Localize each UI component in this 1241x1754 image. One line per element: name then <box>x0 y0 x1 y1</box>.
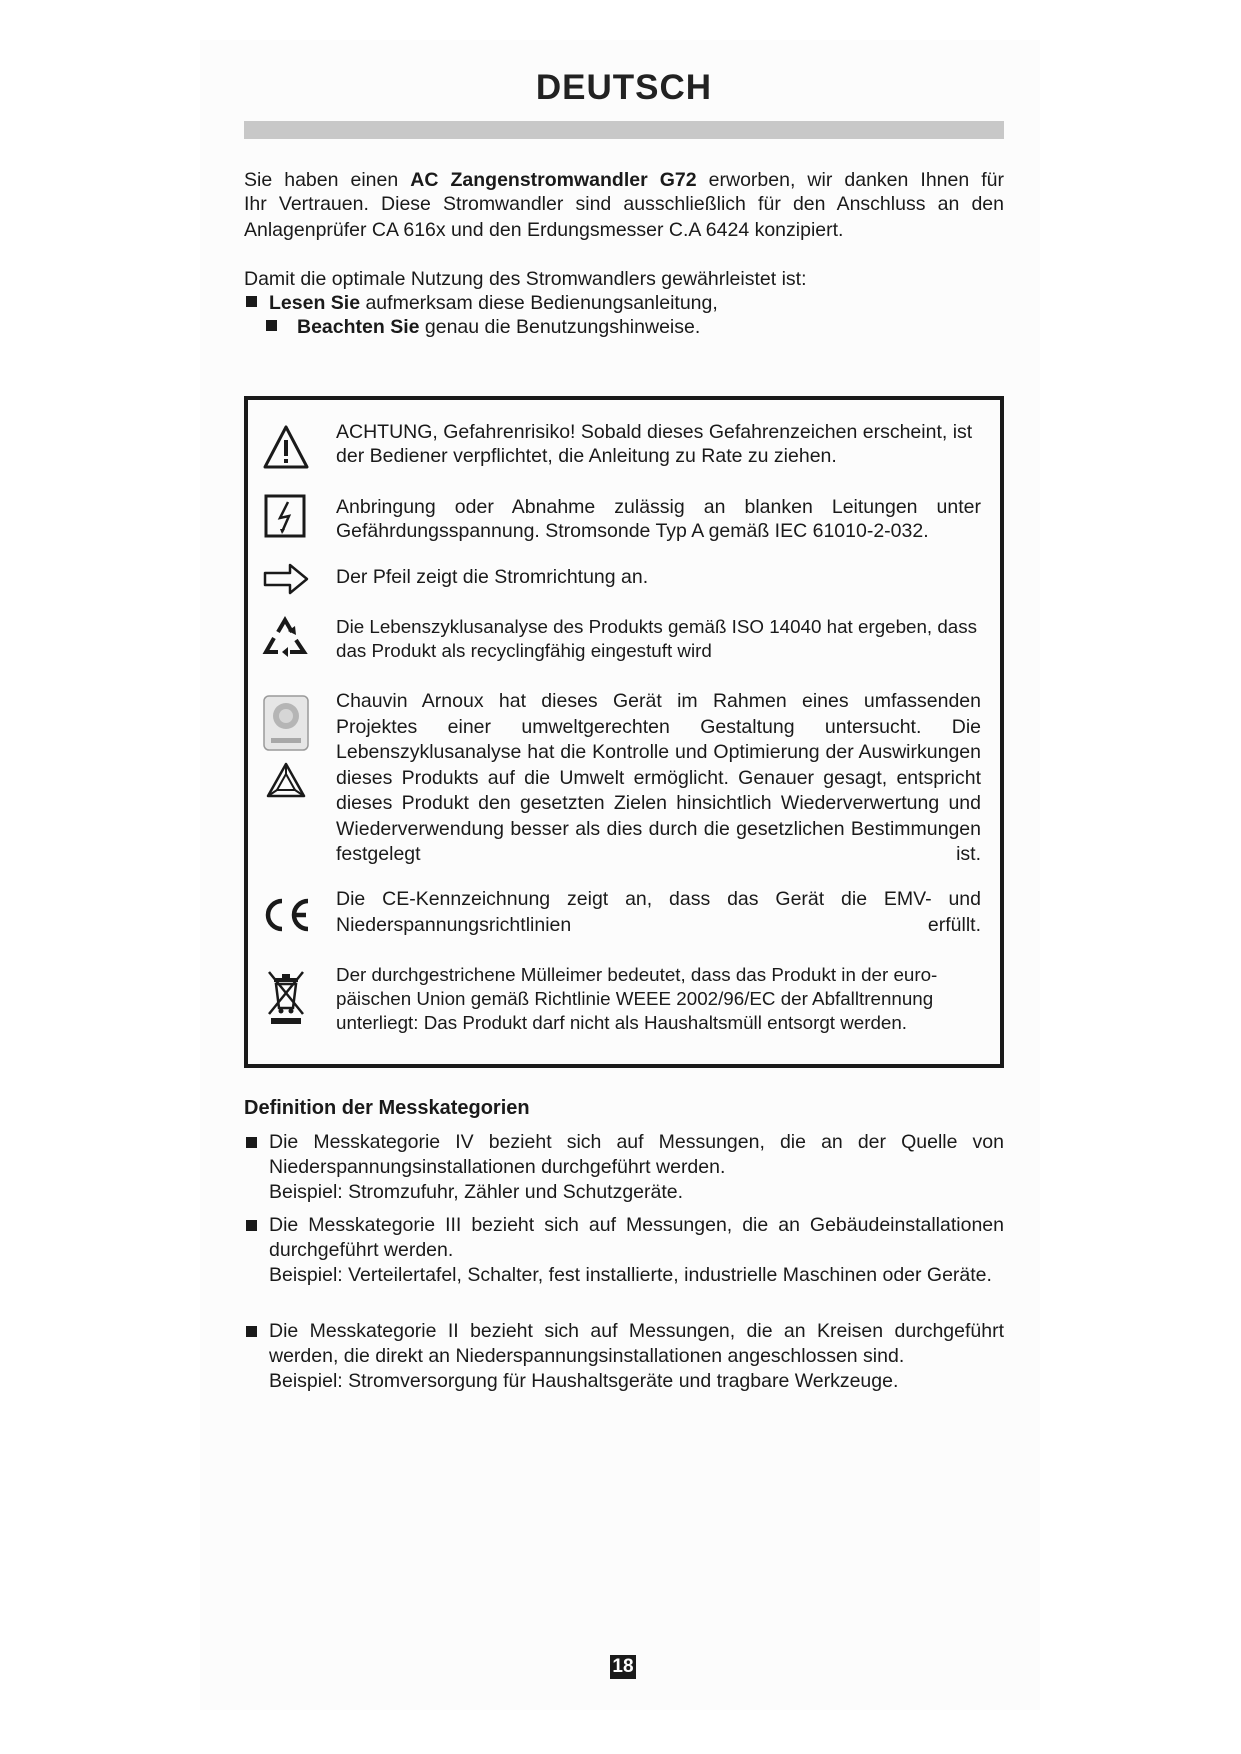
arrow-right-icon <box>262 562 310 596</box>
bullet-square-icon <box>246 1220 257 1231</box>
live-conductor-text-line-1: Anbringung oder Abnahme zulässig an blanken Leitungen unter <box>336 496 981 518</box>
category-iv-example: Beispiel: Stromzufuhr, Zähler und Schutzgeräte. <box>269 1181 684 1203</box>
ce-text: Die CE-Kennzeichnung zeigt an, dass das Gerät die EMV- und Niederspannungsrichtlinien erfüllt. <box>336 888 981 936</box>
category-ii-text: Die Messkategorie II bezieht sich auf Messungen, die an Kreisen durchgeführt werden, die direkt an Niederspannungsinstallationen angeschlossen sind. <box>269 1320 1004 1367</box>
page-number: 18 <box>610 1655 636 1679</box>
weee-text: Der durchgestrichene Mülleimer bedeutet, dass das Produkt in der euro-päischen Union gemäß Richtlinie WEEE 2002/96/EC der Abfalltrennung unterliegt: Das Produkt darf nicht als Haushaltsmüll entsorgt werden. <box>336 964 938 1033</box>
bullet-square-icon <box>246 1326 257 1337</box>
page-title: DEUTSCH <box>535 68 713 107</box>
eco-text: Chauvin Arnoux hat dieses Gerät im Rahmen eines umfassenden Projektes einer umweltgerechten Gestaltung untersucht. Die Lebenszyklusanalyse hat die Kontrolle und Optimierung der Auswirkungen dieses Produkts auf die Umwelt ermöglicht. Genauer gesagt, entspricht dieses Produkt den gesetzten Zielen hinsichtlich Wiederverwertung und Wiederverwendung besser als dies durch die gesetzlichen Bestimmungen festgelegt ist. <box>336 690 981 865</box>
intro-line-1: Sie haben einen AC Zangenstromwandler G72 erworben, wir danken Ihnen für <box>244 169 1005 191</box>
categories-heading: Definition der Messkategorien <box>244 1097 530 1119</box>
crossed-bin-icon <box>264 968 308 1026</box>
usage-lead: Damit die optimale Nutzung des Stromwandlers gewährleistet ist: <box>244 268 807 290</box>
recycle-icon <box>262 614 308 660</box>
category-iv <box>244 1130 1004 1205</box>
usage-item-1: Lesen Sie aufmerksam diese Bedienungsanleitung, <box>246 290 718 316</box>
category-ii-example: Beispiel: Stromversorgung für Haushaltsgeräte und tragbare Werkzeuge. <box>269 1370 899 1392</box>
arrow-text: Der Pfeil zeigt die Stromrichtung an. <box>336 566 649 588</box>
title-underline-bar <box>244 121 1004 139</box>
usage-item-2: Beachten Sie genau die Benutzungshinweise. <box>266 314 700 340</box>
warning-text: ACHTUNG, Gefahrenrisiko! Sobald dieses Gefahrenzeichen erscheint, ist der Bediener verpflichtet, die Anleitung zu Rate zu ziehen. <box>336 421 973 467</box>
bullet-square-icon <box>246 296 257 307</box>
warning-triangle-icon <box>262 424 310 470</box>
live-conductor-text-line-2: Gefährdungsspannung. Stromsonde Typ A gemäß IEC 61010-2-032. <box>336 520 929 542</box>
bullet-square-icon <box>266 320 277 331</box>
category-iii <box>244 1213 1004 1288</box>
category-iv-text: Die Messkategorie IV bezieht sich auf Messungen, die an der Quelle von Niederspannungsinstallationen durchgeführt werden. <box>269 1131 1004 1178</box>
category-ii <box>244 1319 1004 1394</box>
product-name: AC Zangenstromwandler G72 <box>410 169 697 191</box>
intro-line-3: Anlagenprüfer CA 616x und den Erdungsmesser C.A 6424 konzipiert. <box>244 219 844 241</box>
live-conductor-icon <box>264 494 306 538</box>
category-iii-text: Die Messkategorie III bezieht sich auf Messungen, die an Gebäudeinstallationen durchgeführt werden. <box>269 1214 1004 1261</box>
intro-line-2: Ihr Vertrauen. Diese Stromwandler sind ausschließlich für den Anschluss an den <box>244 193 1004 215</box>
ce-mark-icon <box>260 895 312 935</box>
category-iii-example: Beispiel: Verteilertafel, Schalter, fest installierte, industrielle Maschinen oder Geräte. <box>269 1264 992 1286</box>
eco-design-icon <box>262 694 310 752</box>
recycle-text: Die Lebenszyklusanalyse des Produkts gemäß ISO 14040 hat ergeben, dass das Produkt als recyclingfähig eingestuft wird <box>336 616 978 661</box>
bullet-square-icon <box>246 1137 257 1148</box>
recycle-triangle-icon <box>264 760 308 804</box>
